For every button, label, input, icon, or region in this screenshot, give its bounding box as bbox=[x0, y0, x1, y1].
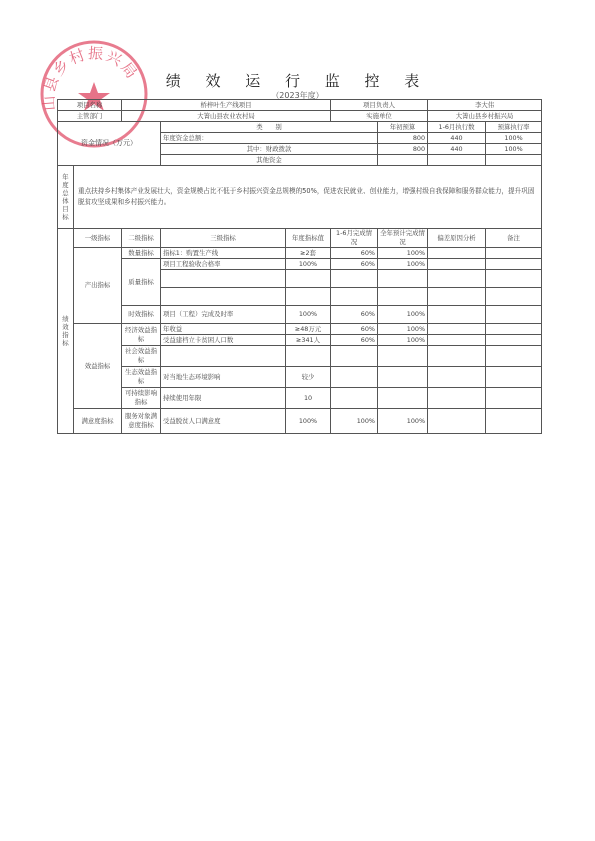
header-year: 全年预计完成情况 bbox=[378, 229, 428, 248]
dept-label: 主管部门 bbox=[58, 111, 122, 122]
deviation-cell bbox=[428, 248, 486, 259]
year-cell: 100% bbox=[378, 259, 428, 270]
note-cell bbox=[486, 259, 542, 270]
header-level3: 三级指标 bbox=[161, 229, 286, 248]
header-level2: 二级指标 bbox=[122, 229, 161, 248]
year-cell bbox=[378, 388, 428, 409]
indicator-row bbox=[58, 346, 542, 367]
deviation-cell bbox=[428, 409, 486, 434]
h1-cell: 60% bbox=[331, 324, 378, 335]
h1-cell: 60% bbox=[331, 306, 378, 324]
level2-cell: 社会效益指标 bbox=[122, 346, 161, 367]
funds-exec: 440 bbox=[428, 144, 486, 155]
level3-cell: 项目（工程）完成及时率 bbox=[161, 306, 286, 324]
year-cell bbox=[378, 270, 428, 288]
level2-cell: 质量指标 bbox=[122, 259, 161, 306]
year-cell: 100% bbox=[378, 248, 428, 259]
level3-cell bbox=[161, 288, 286, 306]
h1-cell bbox=[331, 288, 378, 306]
note-cell bbox=[486, 288, 542, 306]
level3-cell: 受益脱贫人口满意度 bbox=[161, 409, 286, 434]
level2-cell: 经济效益指标 bbox=[122, 324, 161, 346]
project-name-label: 项目名称 bbox=[58, 100, 122, 111]
funds-budget: 800 bbox=[378, 133, 428, 144]
note-cell bbox=[486, 367, 542, 388]
indicator-row bbox=[58, 367, 542, 388]
h1-cell bbox=[331, 346, 378, 367]
deviation-cell bbox=[428, 270, 486, 288]
target-cell: ≥341人 bbox=[286, 335, 331, 346]
funds-name: 其中：财政拨款 bbox=[161, 144, 378, 155]
project-name-row bbox=[58, 100, 542, 111]
page-subtitle: （2023年度） bbox=[271, 91, 324, 100]
deviation-cell bbox=[428, 259, 486, 270]
year-cell: 100% bbox=[378, 306, 428, 324]
h1-cell bbox=[331, 367, 378, 388]
indicator-row bbox=[58, 306, 542, 324]
deviation-cell bbox=[428, 388, 486, 409]
target-cell: 10 bbox=[286, 388, 331, 409]
impl-value: 大箐山县乡村振兴局 bbox=[428, 111, 542, 122]
level3-cell bbox=[161, 346, 286, 367]
funds-label: 资金情况（万元） bbox=[58, 122, 161, 166]
level3-cell bbox=[161, 270, 286, 288]
note-cell bbox=[486, 248, 542, 259]
level2-cell: 数量指标 bbox=[122, 248, 161, 259]
funds-exec: 440 bbox=[428, 133, 486, 144]
svg-text:山县乡村振兴局: 山县乡村振兴局 bbox=[39, 44, 142, 112]
note-cell bbox=[486, 306, 542, 324]
funds-name: 其他资金 bbox=[161, 155, 378, 166]
level3-cell: 受益建档立卡贫困人口数 bbox=[161, 335, 286, 346]
deviation-cell bbox=[428, 324, 486, 335]
target-cell: ≥2套 bbox=[286, 248, 331, 259]
funds-exec bbox=[428, 155, 486, 166]
year-cell: 100% bbox=[378, 409, 428, 434]
note-cell bbox=[486, 409, 542, 434]
satisfaction-indicator-label: 满意度指标 bbox=[74, 409, 122, 434]
target-cell: 100% bbox=[286, 409, 331, 434]
funds-category-label: 类 别 bbox=[161, 122, 378, 133]
level3-cell: 指标1：购置生产线 bbox=[161, 248, 286, 259]
header-h1: 1-6月完成情况 bbox=[331, 229, 378, 248]
deviation-cell bbox=[428, 306, 486, 324]
target-cell: 100% bbox=[286, 259, 331, 270]
funds-name: 年度资金总额： bbox=[161, 133, 378, 144]
level3-cell: 对当地生态环境影响 bbox=[161, 367, 286, 388]
page-title: 绩 效 运 行 监 控 表 bbox=[165, 72, 430, 90]
objective-row bbox=[58, 166, 542, 229]
indicator-row bbox=[58, 324, 542, 335]
project-name-value: 桥梓叶生产线项目 bbox=[122, 100, 331, 111]
objective-label: 年度总体目标 bbox=[58, 166, 74, 229]
indicator-row bbox=[58, 388, 542, 409]
level2-cell: 生态效益指标 bbox=[122, 367, 161, 388]
target-cell: 较少 bbox=[286, 367, 331, 388]
level2-cell: 可持续影响指标 bbox=[122, 388, 161, 409]
objective-text: 重点扶持乡村集体产业发展壮大，资金规模占比不低于乡村振兴资金总规模的50%，促进农民就业、创业能力，增强村级自我保障和服务群众能力，提升巩固脱贫攻坚成果和乡村振兴能力。 bbox=[74, 166, 542, 229]
header-deviation: 偏差原因分析 bbox=[428, 229, 486, 248]
h1-cell bbox=[331, 388, 378, 409]
funds-rate: 100% bbox=[486, 133, 542, 144]
level2-cell: 服务对象满意度指标 bbox=[122, 409, 161, 434]
project-leader-value: 李大伟 bbox=[428, 100, 542, 111]
indicator-row bbox=[58, 409, 542, 434]
indicator-row bbox=[58, 248, 542, 259]
impl-label: 实施单位 bbox=[331, 111, 428, 122]
deviation-cell bbox=[428, 367, 486, 388]
level3-cell: 年收益 bbox=[161, 324, 286, 335]
indicators-section-label: 绩效指标 bbox=[58, 229, 74, 434]
h1-cell: 100% bbox=[331, 409, 378, 434]
deviation-cell bbox=[428, 346, 486, 367]
header-target: 年度指标值 bbox=[286, 229, 331, 248]
funds-rate bbox=[486, 155, 542, 166]
year-cell bbox=[378, 288, 428, 306]
department-row bbox=[58, 111, 542, 122]
note-cell bbox=[486, 346, 542, 367]
h1-cell: 60% bbox=[331, 259, 378, 270]
level2-cell: 时效指标 bbox=[122, 306, 161, 324]
deviation-cell bbox=[428, 335, 486, 346]
level3-cell: 项目工程验收合格率 bbox=[161, 259, 286, 270]
indicator-row bbox=[58, 259, 542, 270]
funds-budget bbox=[378, 155, 428, 166]
year-cell: 100% bbox=[378, 335, 428, 346]
col-rate: 预算执行率 bbox=[486, 122, 542, 133]
h1-cell bbox=[331, 270, 378, 288]
h1-cell: 60% bbox=[331, 248, 378, 259]
note-cell bbox=[486, 324, 542, 335]
note-cell bbox=[486, 270, 542, 288]
note-cell bbox=[486, 335, 542, 346]
target-cell: 100% bbox=[286, 306, 331, 324]
output-indicator-label: 产出指标 bbox=[74, 248, 122, 324]
year-cell bbox=[378, 367, 428, 388]
benefit-indicator-label: 效益指标 bbox=[74, 324, 122, 409]
funds-rate: 100% bbox=[486, 144, 542, 155]
col-budget: 年初预算 bbox=[378, 122, 428, 133]
header-level1: 一级指标 bbox=[74, 229, 122, 248]
h1-cell: 60% bbox=[331, 335, 378, 346]
note-cell bbox=[486, 388, 542, 409]
dept-value: 大箐山县农业农村局 bbox=[122, 111, 331, 122]
monitoring-table bbox=[57, 99, 541, 434]
indicator-header-row bbox=[58, 229, 542, 248]
col-exec: 1-6月执行数 bbox=[428, 122, 486, 133]
funds-header-row bbox=[58, 122, 542, 133]
funds-budget: 800 bbox=[378, 144, 428, 155]
target-cell bbox=[286, 270, 331, 288]
target-cell bbox=[286, 346, 331, 367]
target-cell: ≥48万元 bbox=[286, 324, 331, 335]
year-cell bbox=[378, 346, 428, 367]
year-cell: 100% bbox=[378, 324, 428, 335]
header-note: 备注 bbox=[486, 229, 542, 248]
target-cell bbox=[286, 288, 331, 306]
deviation-cell bbox=[428, 288, 486, 306]
project-leader-label: 项目负责人 bbox=[331, 100, 428, 111]
level3-cell: 持续使用年限 bbox=[161, 388, 286, 409]
